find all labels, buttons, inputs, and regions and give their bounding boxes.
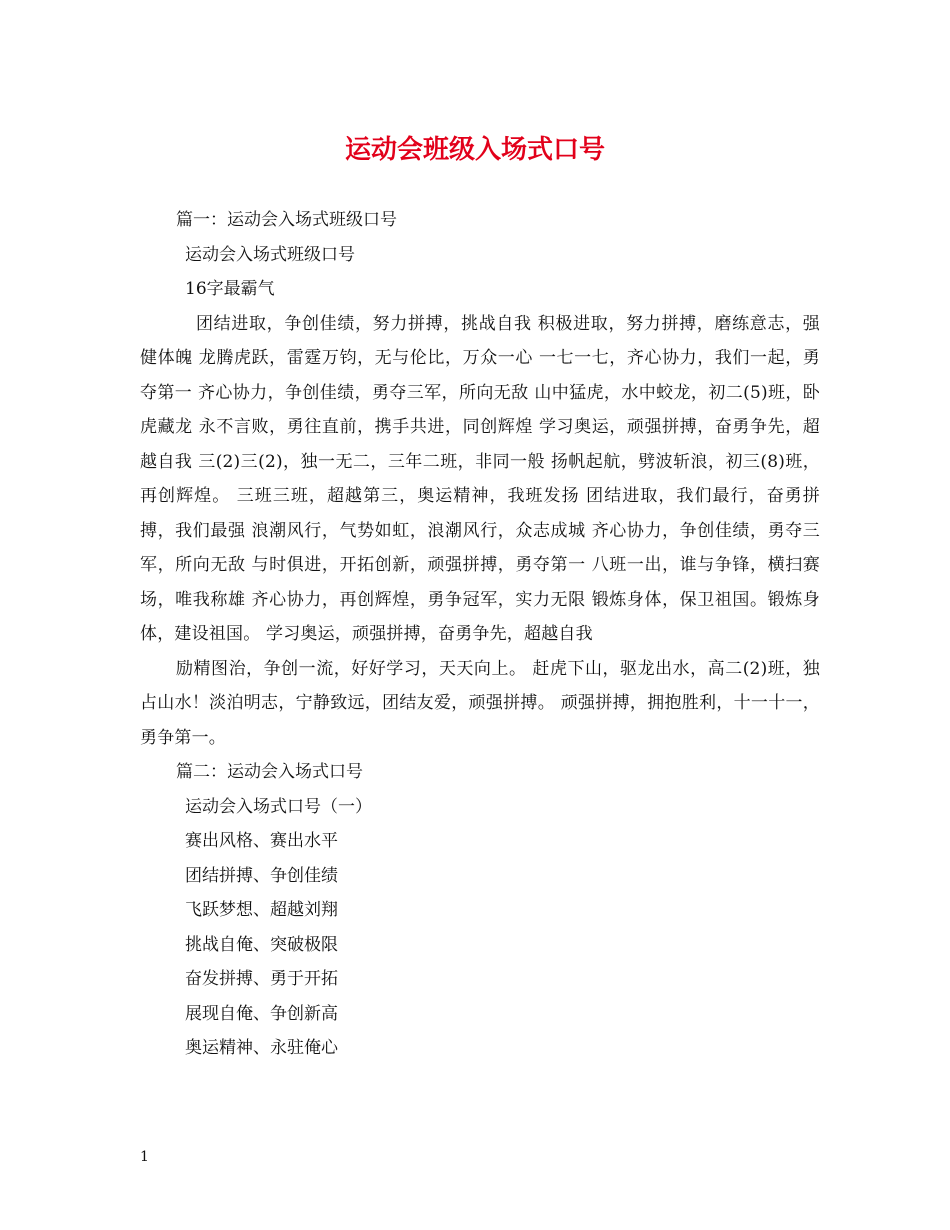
document-content [140,203,820,1066]
section1-subheading: 运动会入场式班级口号 [185,244,355,265]
slogan-item: 飞跃梦想、超越刘翔 [185,900,338,920]
document-title: 运动会班级入场式口号 [344,135,605,165]
slogan-item: 奥运精神、永驻俺心 [185,1038,338,1058]
slogan-item: 赛出风格、赛出水平 [185,831,338,851]
section1-heading: 篇一：运动会入场式班级口号 [176,210,397,230]
slogan-item: 奋发拼搏、勇于开拓 [185,969,338,989]
section1-note: 16字最霸气 [185,279,275,299]
section2-subheading: 运动会入场式口号（一） [185,796,372,817]
section2-heading: 篇二：运动会入场式口号 [176,762,363,782]
slogan-item: 挑战自俺、突破极限 [185,934,338,955]
slogan-item: 展现自俺、争创新高 [185,1003,338,1024]
section1-paragraph-1: 团结进取，争创佳绩，努力拼搏，挑战自我 积极进取，努力拼搏，磨练意志，强健体魄 龙腾虎跃，雷霆万钧，无与伦比，万众一心 一七一七，齐心协力，我们一起，勇夺第一 齐心协力，争创佳绩，勇夺三军，所向无敌 山中猛虎，水中蛟龙，初二(5)班，卧虎藏龙 永不言败，勇往直前，携手共进，同创辉煌 学习奥运，顽强拼搏，奋勇争先，超越自我 三(2)三(2)，独一无二，三年二班，非同一般 扬帆起航，劈波斩浪，初三(8)班，再创辉煌。 三班三班，超越第三，奥运精神，我班发扬 团结进取，我们最行，奋勇拼搏，我们最强 浪潮风行，气势如虹，浪潮风行，众志成城 齐心协力，争创佳绩，勇夺三军，所向无敌 与时俱进，开拓创新，顽强拼搏，勇夺第一 八班一出，谁与争锋，横扫赛场，唯我称雄 齐心协力，再创辉煌，勇争冠军，实力无限 锻炼身体，保卫祖国。锻炼身体，建设祖国。 学习奥运，顽强拼搏，奋勇争先，超越自我 [140,313,820,644]
slogan-item: 团结拼搏、争创佳绩 [185,865,338,886]
section1-paragraph-2: 励精图治，争创一流，好好学习，天天向上。 赶虎下山，驱龙出水，高二(2)班，独占山水！淡泊明志，宁静致远，团结友爱，顽强拼搏。 顽强拼搏，拥抱胜利，十一十一，勇争第一。 [140,658,820,748]
page-number: 1 [140,1149,149,1165]
